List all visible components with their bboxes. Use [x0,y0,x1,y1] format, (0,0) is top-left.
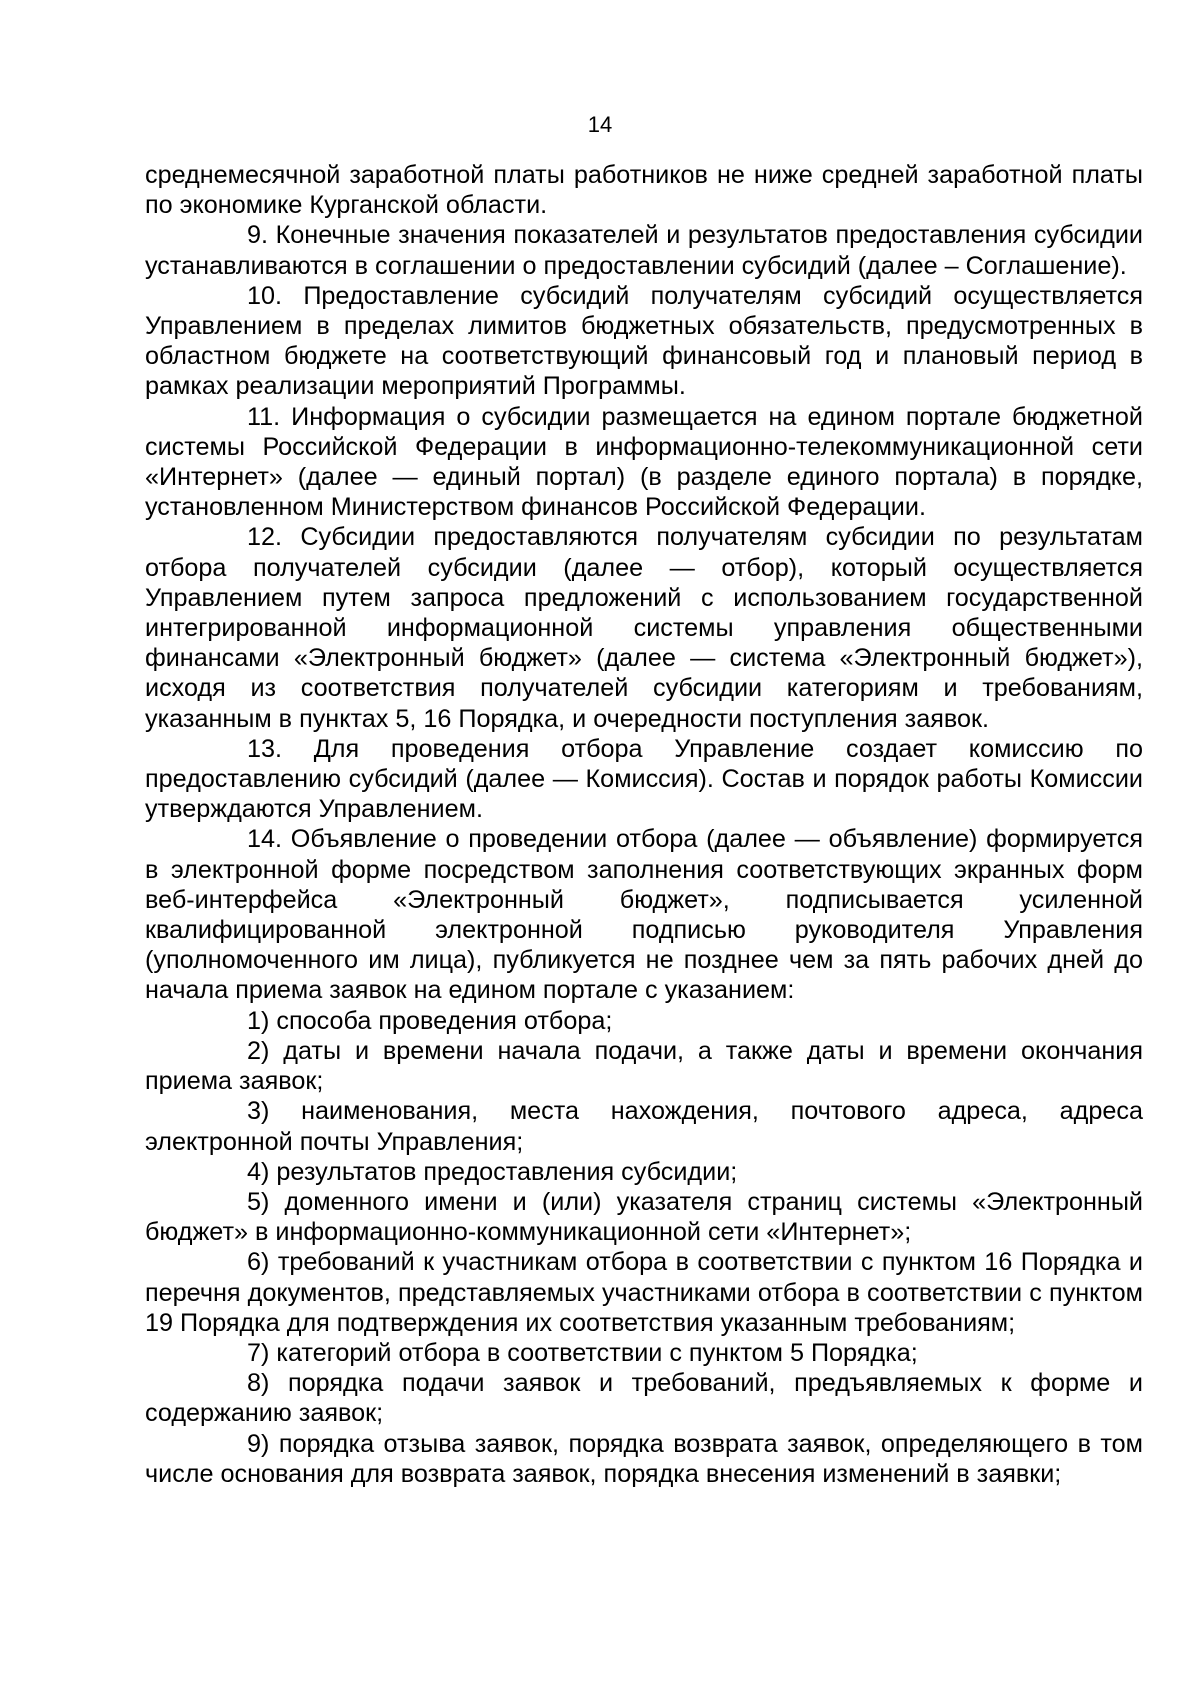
document-body [145,160,1143,1489]
paragraph-item-12: 12. Субсидии предоставляются получателям субсидии по результатам отбора получателей субсидии (далее — отбор), который осуществляется Управлением путем запроса предложений с использованием государственной интегрированной информационной системы управления общественными финансами «Электронный бюджет» (далее — система «Электронный бюджет»), исходя из соответствия получателей субсидии категориям и требованиям, указанным в пунктах 5, 16 Порядка, и очередности поступления заявок. [145,523,1143,733]
paragraph-item-11: 11. Информация о субсидии размещается на едином портале бюджетной системы Российской Федерации в информационно-телекоммуникационной сети «Интернет» (далее — единый портал) (в разделе единого портала) в порядке, установленном Министерством финансов Российской Федерации. [145,402,1143,522]
paragraph-item-14: 14. Объявление о проведении отбора (далее — объявление) формируется в электронной форме посредством заполнения соответствующих экранных форм веб-интерфейса «Электронный бюджет», подписывается усиленной квалифицированной электронной подписью руководителя Управления (уполномоченного им лица), публикуется не позднее чем за пять рабочих дней до начала приема заявок на едином портале с указанием: [145,825,1143,1005]
list-item-5: 5) доменного имени и (или) указателя страниц системы «Электронный бюджет» в информационно-коммуникационной сети «Интернет»; [145,1187,1143,1247]
list-item-2: 2) даты и времени начала подачи, а также даты и времени окончания приема заявок; [145,1036,1143,1096]
list-item-8: 8) порядка подачи заявок и требований, предъявляемых к форме и содержанию заявок; [145,1369,1143,1428]
page-number: 14 [587,112,613,137]
paragraph-item-10: 10. Предоставление субсидий получателям субсидий осуществляется Управлением в пределах лимитов бюджетных обязательств, предусмотренных в областном бюджете на соответствующий финансовый год и плановый период в рамках реализации мероприятий Программы. [145,281,1143,401]
paragraph-item-9: 9. Конечные значения показателей и результатов предоставления субсидии устанавливаются в соглашении о предоставлении субсидий (далее – Соглашение). [145,221,1143,280]
list-item-1: 1) способа проведения отбора; [247,1006,613,1035]
list-item-9: 9) порядка отзыва заявок, порядка возврата заявок, определяющего в том числе основания для возврата заявок, порядка внесения изменений в заявки; [145,1429,1143,1488]
list-item-3: 3) наименования, места нахождения, почтового адреса, адреса электронной почты Управления; [145,1097,1143,1156]
paragraph-item-13: 13. Для проведения отбора Управление создает комиссию по предоставлению субсидий (далее — Комиссия). Состав и порядок работы Комиссии утверждаются Управлением. [145,734,1143,824]
list-item-4: 4) результатов предоставления субсидии; [247,1157,738,1186]
list-item-7: 7) категорий отбора в соответствии с пунктом 5 Порядка; [247,1338,918,1367]
paragraph-continuation: среднемесячной заработной платы работников не ниже средней заработной платы по экономике Курганской области. [145,161,1143,220]
list-item-6: 6) требований к участникам отбора в соответствии с пунктом 16 Порядка и перечня документов, представляемых участниками отбора в соответствии с пунктом 19 Порядка для подтверждения их соответствия указанным требованиям; [145,1248,1143,1337]
